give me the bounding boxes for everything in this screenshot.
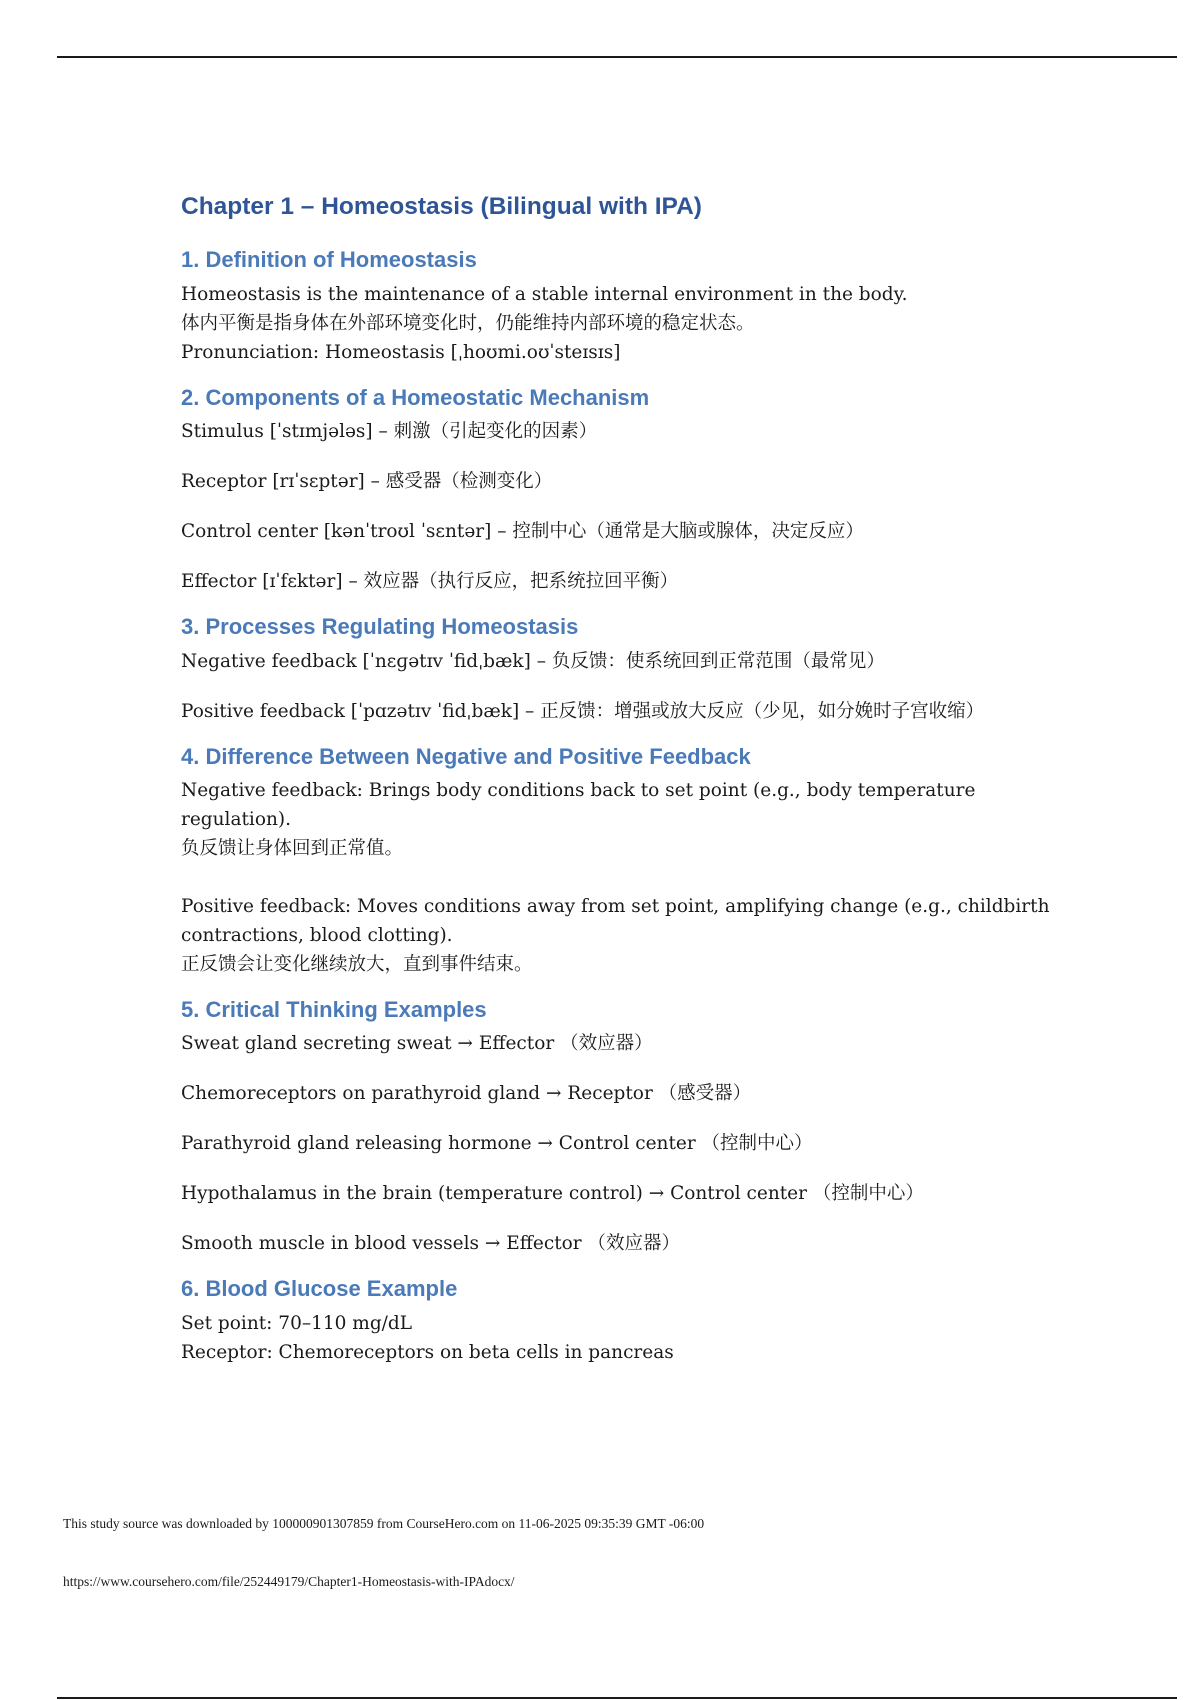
body-line: Chemoreceptors on parathyroid gland → Receptor （感受器）: [181, 1083, 752, 1105]
section-blood-glucose: [181, 1276, 1061, 1366]
section-difference: [181, 744, 1061, 979]
source-url[interactable]: https://www.coursehero.com/file/252449179/Chapter1-Homeostasis-with-IPAdocx/: [63, 1574, 515, 1589]
body-line: 负反馈让身体回到正常值。: [181, 837, 404, 859]
body-line: 正反馈会让变化继续放大，直到事件结束。: [181, 953, 533, 975]
section-heading: 4. Difference Between Negative and Positive Feedback: [181, 743, 751, 769]
body-line: Stimulus [ˈstɪmjələs] – 刺激（引起变化的因素）: [181, 421, 598, 443]
top-rule: [57, 56, 1177, 58]
body-line: Negative feedback [ˈnɛɡətɪv ˈfidˌbæk] – 负反馈：使系统回到正常范围（最常见）: [181, 650, 885, 672]
body-line: 体内平衡是指身体在外部环境变化时，仍能维持内部环境的稳定状态。: [181, 312, 755, 334]
body-line: Sweat gland secreting sweat → Effector （效应器）: [181, 1033, 653, 1055]
section-heading: 6. Blood Glucose Example: [181, 1276, 458, 1302]
body-line: Set point: 70–110 mg/dL: [181, 1312, 413, 1334]
body-line: Receptor: Chemoreceptors on beta cells in pancreas: [181, 1341, 674, 1363]
document-body: [181, 192, 1061, 1385]
section-heading: 3. Processes Regulating Homeostasis: [181, 614, 579, 640]
body-line: Smooth muscle in blood vessels → Effector （效应器）: [181, 1233, 681, 1255]
body-line: Pronunciation: Homeostasis [ˌhoʊmi.oʊˈsteɪsɪs]: [181, 341, 621, 363]
section-heading: 2. Components of a Homeostatic Mechanism: [181, 384, 650, 410]
body-line: Parathyroid gland releasing hormone → Control center （控制中心）: [181, 1133, 813, 1155]
body-line: Homeostasis is the maintenance of a stable internal environment in the body.: [181, 283, 908, 305]
chapter-title: Chapter 1 – Homeostasis (Bilingual with IPA): [181, 193, 702, 220]
download-notice: This study source was downloaded by 100000901307859 from CourseHero.com on 11-06-2025 09:35:39 GMT -06:00: [63, 1516, 705, 1531]
body-line: Control center [kənˈtroʊl ˈsɛntər] – 控制中心（通常是大脑或腺体，决定反应）: [181, 521, 864, 543]
body-line: Positive feedback [ˈpɑzətɪv ˈfidˌbæk] – 正反馈：增强或放大反应（少见，如分娩时子宫收缩）: [181, 700, 985, 722]
section-heading: 1. Definition of Homeostasis: [181, 247, 477, 273]
bottom-rule: [57, 1697, 1177, 1699]
body-line: Negative feedback: Brings body conditions back to set point (e.g., body temperature regulation).: [181, 779, 976, 830]
section-components: [181, 385, 1061, 596]
body-line: Positive feedback: Moves conditions away from set point, amplifying change (e.g., childbirth contractions, blood clotting).: [181, 895, 1050, 946]
body-line: Hypothalamus in the brain (temperature control) → Control center （控制中心）: [181, 1183, 924, 1205]
section-heading: 5. Critical Thinking Examples: [181, 996, 487, 1022]
section-examples: [181, 997, 1061, 1258]
section-processes: [181, 614, 1061, 725]
body-line: Effector [ɪˈfɛktər] – 效应器（执行反应，把系统拉回平衡）: [181, 571, 679, 593]
body-line: Receptor [rɪˈsɛptər] – 感受器（检测变化）: [181, 471, 553, 493]
section-definition: [181, 247, 1061, 366]
